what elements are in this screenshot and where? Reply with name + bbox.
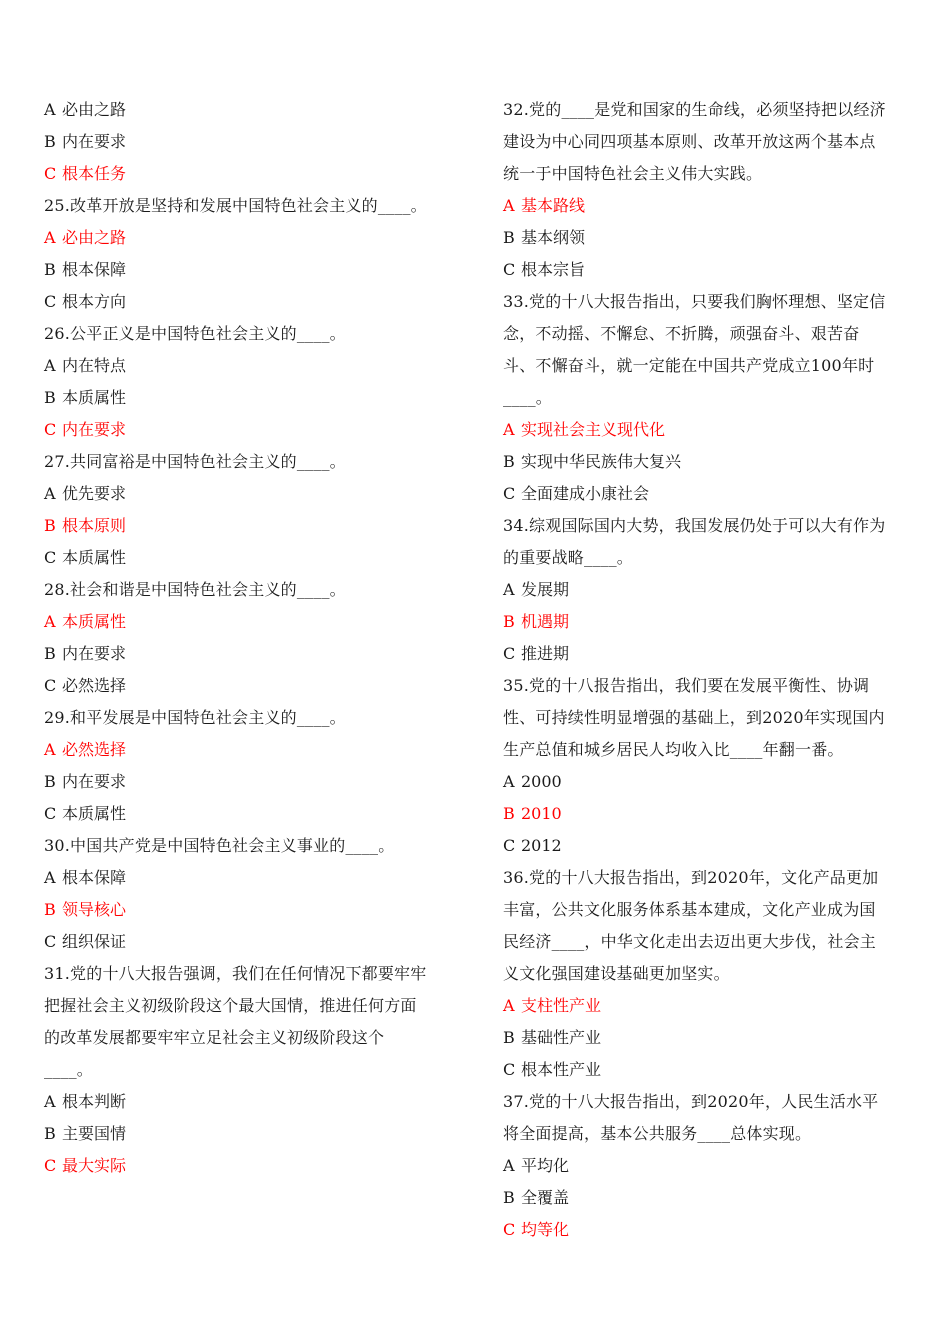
option-text: 本质属性	[62, 804, 127, 823]
option-letter: C	[503, 1220, 516, 1239]
question-line: 26.公平正义是中国特色社会主义的____。	[44, 324, 346, 343]
answer-option	[503, 1182, 903, 1214]
option-letter: A	[503, 196, 515, 215]
option-text: 基本路线	[521, 196, 586, 215]
option-text: 内在要求	[62, 132, 127, 151]
option-letter: B	[44, 388, 56, 407]
answer-option	[503, 478, 903, 510]
option-letter: B	[44, 1124, 56, 1143]
answer-option	[44, 94, 444, 126]
option-text: 全覆盖	[521, 1188, 570, 1207]
question-line: 31.党的十八大报告强调，我们在任何情况下都要牢牢	[44, 964, 427, 983]
option-text: 推进期	[521, 644, 570, 663]
question-line: 念，不动摇、不懈怠、不折腾，顽强奋斗、艰苦奋	[503, 324, 860, 343]
question-text	[503, 94, 903, 190]
option-letter: A	[44, 740, 56, 759]
option-letter: B	[503, 228, 515, 247]
option-letter: C	[503, 836, 516, 855]
question-line: 36.党的十八大报告指出，到2020年，文化产品更加	[503, 868, 879, 887]
option-letter: B	[44, 644, 56, 663]
question-text	[503, 286, 903, 414]
answer-option	[503, 574, 903, 606]
question-line: 民经济____，中华文化走出去迈出更大步伐，社会主	[503, 932, 877, 951]
option-letter: A	[503, 420, 515, 439]
option-letter: C	[44, 1156, 57, 1175]
question-line: 33.党的十八大报告指出，只要我们胸怀理想、坚定信	[503, 292, 886, 311]
option-text: 必由之路	[62, 100, 127, 119]
question-line: 28.社会和谐是中国特色社会主义的____。	[44, 580, 346, 599]
question-text	[44, 446, 444, 478]
question-text	[44, 318, 444, 350]
answer-option-correct	[44, 158, 444, 190]
option-letter: C	[44, 420, 57, 439]
answer-option	[44, 926, 444, 958]
answer-option-correct	[44, 222, 444, 254]
option-text: 内在要求	[62, 420, 127, 439]
option-text: 根本方向	[62, 292, 127, 311]
question-line: 32.党的____是党和国家的生命线，必须坚持把以经济	[503, 100, 886, 119]
option-letter: C	[44, 676, 57, 695]
option-letter: C	[503, 260, 516, 279]
option-text: 平均化	[521, 1156, 570, 1175]
question-text	[44, 574, 444, 606]
option-letter: B	[44, 132, 56, 151]
option-text: 必然选择	[62, 676, 127, 695]
option-letter: C	[44, 548, 57, 567]
option-text: 实现中华民族伟大复兴	[521, 452, 682, 471]
answer-option	[503, 830, 903, 862]
question-text	[503, 670, 903, 766]
question-text	[44, 958, 444, 1086]
option-text: 必然选择	[62, 740, 127, 759]
option-text: 根本保障	[62, 868, 127, 887]
question-line: 29.和平发展是中国特色社会主义的____。	[44, 708, 346, 727]
option-letter: A	[44, 1092, 56, 1111]
answer-option	[44, 382, 444, 414]
question-line: 的重要战略____。	[503, 548, 634, 567]
option-text: 根本宗旨	[521, 260, 586, 279]
answer-option-correct	[44, 1150, 444, 1182]
answer-option	[503, 254, 903, 286]
question-line: 丰富，公共文化服务体系基本建成，文化产业成为国	[503, 900, 876, 919]
option-letter: A	[503, 772, 515, 791]
answer-option	[503, 638, 903, 670]
question-line: 27.共同富裕是中国特色社会主义的____。	[44, 452, 346, 471]
option-letter: C	[44, 164, 57, 183]
option-letter: B	[44, 772, 56, 791]
option-letter: C	[503, 644, 516, 663]
option-letter: B	[44, 900, 56, 919]
option-text: 根本原则	[62, 516, 127, 535]
answer-option	[44, 286, 444, 318]
option-letter: A	[503, 580, 515, 599]
question-line: 将全面提高，基本公共服务____总体实现。	[503, 1124, 812, 1143]
answer-option-correct	[503, 190, 903, 222]
option-text: 最大实际	[62, 1156, 127, 1175]
option-text: 本质属性	[62, 388, 127, 407]
option-letter: A	[44, 612, 56, 631]
answer-option	[44, 126, 444, 158]
question-line: 25.改革开放是坚持和发展中国特色社会主义的____。	[44, 196, 427, 215]
answer-option-correct	[503, 798, 903, 830]
question-line: 义文化强国建设基础更加坚实。	[503, 964, 730, 983]
answer-option	[44, 542, 444, 574]
question-text	[503, 1086, 903, 1150]
left-column	[44, 94, 444, 1182]
option-text: 根本保障	[62, 260, 127, 279]
option-text: 实现社会主义现代化	[521, 420, 666, 439]
option-text: 领导核心	[62, 900, 127, 919]
answer-option-correct	[503, 990, 903, 1022]
answer-option-correct	[44, 510, 444, 542]
option-text: 根本性产业	[521, 1060, 602, 1079]
option-text: 支柱性产业	[521, 996, 602, 1015]
question-text	[44, 830, 444, 862]
option-text: 2010	[521, 804, 562, 823]
answer-option	[503, 1022, 903, 1054]
question-line: 斗、不懈奋斗，就一定能在中国共产党成立100年时	[503, 356, 875, 375]
question-text	[503, 862, 903, 990]
option-text: 内在要求	[62, 644, 127, 663]
option-text: 全面建成小康社会	[521, 484, 650, 503]
option-text: 基础性产业	[521, 1028, 602, 1047]
option-text: 优先要求	[62, 484, 127, 503]
answer-option	[44, 350, 444, 382]
option-text: 本质属性	[62, 548, 127, 567]
question-text	[44, 702, 444, 734]
answer-option	[503, 446, 903, 478]
answer-option	[503, 766, 903, 798]
option-text: 根本任务	[62, 164, 127, 183]
answer-option-correct	[503, 414, 903, 446]
option-letter: A	[503, 1156, 515, 1175]
option-text: 2000	[521, 772, 562, 791]
option-letter: A	[44, 356, 56, 375]
answer-option	[44, 478, 444, 510]
answer-option	[44, 670, 444, 702]
option-letter: C	[503, 484, 516, 503]
answer-option-correct	[503, 1214, 903, 1246]
option-letter: B	[503, 452, 515, 471]
option-letter: B	[44, 260, 56, 279]
answer-option-correct	[44, 414, 444, 446]
option-letter: B	[503, 804, 515, 823]
answer-option	[503, 1054, 903, 1086]
option-letter: A	[44, 228, 56, 247]
option-text: 内在要求	[62, 772, 127, 791]
question-line: ____。	[44, 1060, 94, 1079]
option-letter: C	[503, 1060, 516, 1079]
answer-option-correct	[44, 734, 444, 766]
option-letter: A	[44, 868, 56, 887]
answer-option	[44, 1118, 444, 1150]
option-text: 机遇期	[521, 612, 570, 631]
question-line: 34.综观国际国内大势，我国发展仍处于可以大有作为	[503, 516, 886, 535]
answer-option	[44, 1086, 444, 1118]
question-line: 37.党的十八大报告指出，到2020年，人民生活水平	[503, 1092, 879, 1111]
option-letter: A	[44, 100, 56, 119]
question-line: 30.中国共产党是中国特色社会主义事业的____。	[44, 836, 395, 855]
answer-option	[44, 766, 444, 798]
option-text: 发展期	[521, 580, 570, 599]
option-letter: B	[44, 516, 56, 535]
option-letter: A	[503, 996, 515, 1015]
question-line: 生产总值和城乡居民人均收入比____年翻一番。	[503, 740, 844, 759]
question-text	[503, 510, 903, 574]
question-line: 把握社会主义初级阶段这个最大国情，推进任何方面	[44, 996, 417, 1015]
option-text: 根本判断	[62, 1092, 127, 1111]
option-letter: A	[44, 484, 56, 503]
answer-option-correct	[44, 894, 444, 926]
answer-option	[44, 798, 444, 830]
option-letter: B	[503, 612, 515, 631]
option-letter: B	[503, 1188, 515, 1207]
option-letter: B	[503, 1028, 515, 1047]
question-line: 性、可持续性明显增强的基础上，到2020年实现国内	[503, 708, 885, 727]
option-text: 本质属性	[62, 612, 127, 631]
option-text: 均等化	[521, 1220, 570, 1239]
answer-option-correct	[44, 606, 444, 638]
question-line: ____。	[503, 388, 553, 407]
answer-option	[503, 222, 903, 254]
option-text: 组织保证	[62, 932, 127, 951]
answer-option-correct	[503, 606, 903, 638]
right-column	[503, 94, 903, 1246]
answer-option	[503, 1150, 903, 1182]
question-text	[44, 190, 444, 222]
option-text: 主要国情	[62, 1124, 127, 1143]
answer-option	[44, 254, 444, 286]
question-line: 35.党的十八报告指出，我们要在发展平衡性、协调	[503, 676, 870, 695]
answer-option	[44, 638, 444, 670]
option-letter: C	[44, 292, 57, 311]
option-text: 内在特点	[62, 356, 127, 375]
question-line: 建设为中心同四项基本原则、改革开放这两个基本点	[503, 132, 876, 151]
option-text: 必由之路	[62, 228, 127, 247]
option-letter: C	[44, 932, 57, 951]
question-line: 的改革发展都要牢牢立足社会主义初级阶段这个	[44, 1028, 385, 1047]
answer-option	[44, 862, 444, 894]
option-letter: C	[44, 804, 57, 823]
option-text: 2012	[521, 836, 562, 855]
question-line: 统一于中国特色社会主义伟大实践。	[503, 164, 763, 183]
option-text: 基本纲领	[521, 228, 586, 247]
